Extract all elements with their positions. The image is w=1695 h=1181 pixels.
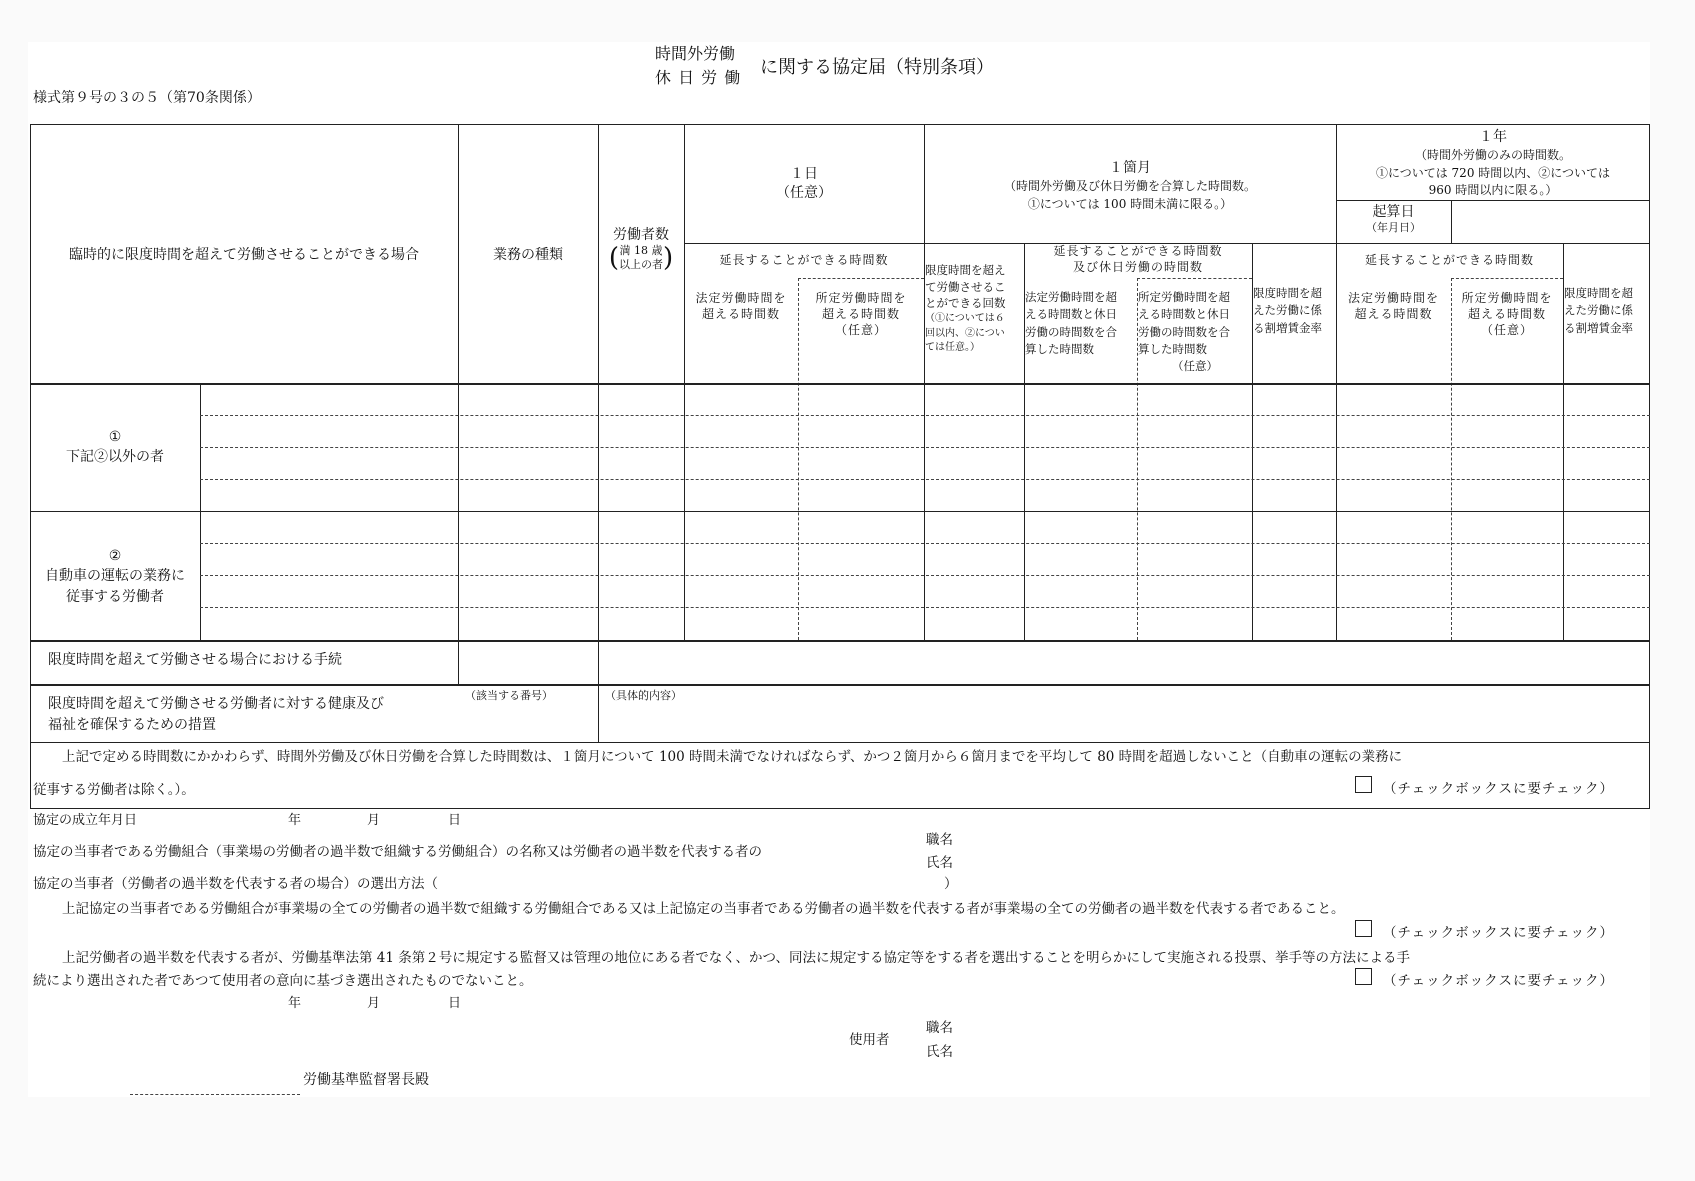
notice-line2: 従事する労働者は除く。）。 [33,782,195,798]
text: える時間数と休日 [1025,307,1117,322]
union-job-title-label: 職名 [926,832,953,848]
table-cell-input[interactable] [202,513,457,542]
table-cell-input[interactable] [1338,417,1450,446]
table-cell-input[interactable] [600,513,683,542]
text: （時間外労働のみの時間数。 [1414,148,1571,163]
form-number: 様式第９号の３の５（第70条関係） [33,90,261,106]
health-number-input[interactable] [459,700,597,741]
table-cell-input[interactable] [600,449,683,478]
one-day-title: １日 [790,166,818,182]
agreement-day: 日 [448,813,462,828]
table-cell-input[interactable] [1453,545,1562,574]
text: 及び休日労働の時間数 [1072,260,1203,275]
divider [200,607,1650,608]
table-cell-input[interactable] [1565,609,1648,638]
table-cell-input[interactable] [686,577,797,606]
submit-month: 月 [367,996,381,1011]
table-cell-input[interactable] [686,545,797,574]
divider [200,543,1650,544]
table-cell-input[interactable] [686,385,797,414]
table-cell-input[interactable] [1254,417,1335,446]
text: 超える時間数 [821,307,900,322]
procedure-label: 限度時間を超えて労働させる場合における手続 [48,652,342,668]
table-cell-input[interactable] [1026,385,1136,414]
divider [1451,278,1563,279]
one-month-legal [1025,289,1137,358]
text: 法定労働時間を超 [1025,290,1117,304]
header-case: 臨時的に限度時間を超えて労働させることができる場合 [69,246,419,263]
agreement-date-label: 協定の成立年月日 [33,813,138,828]
agreement-month: 月 [367,813,381,828]
text: （任意） [1480,323,1533,338]
divider [200,447,1650,448]
table-cell-input[interactable] [1453,449,1562,478]
table-cell-input[interactable] [800,385,923,414]
table-cell-input[interactable] [1565,385,1648,414]
table-cell-input[interactable] [202,481,457,510]
addressee: 労働基準監督署長殿 [303,1072,429,1088]
table-cell-input[interactable] [460,577,597,606]
table-cell-input[interactable] [1139,449,1251,478]
table-cell-input[interactable] [1026,417,1136,446]
table-cell-input[interactable] [1254,449,1335,478]
employer-label: 使用者 [849,1032,890,1048]
text: （年月日） [1366,221,1421,235]
divider [30,684,1650,686]
table-cell-input[interactable] [1338,481,1450,510]
table-cell-input[interactable] [202,417,457,446]
table-cell-input[interactable] [1254,577,1335,606]
table-cell-input[interactable] [600,609,683,638]
table-cell-input[interactable] [460,449,597,478]
table-cell-input[interactable] [1565,481,1648,510]
start-date-input[interactable] [1452,201,1649,242]
table-cell-input[interactable] [1026,545,1136,574]
table-cell-input[interactable] [460,385,597,414]
table-cell-input[interactable] [1565,513,1648,542]
group-mark: ② [108,548,122,564]
table-cell-input[interactable] [1254,513,1335,542]
table-cell-input[interactable] [460,609,597,638]
table-cell-input[interactable] [1254,609,1335,638]
table-cell-input[interactable] [600,545,683,574]
table-cell-input[interactable] [1026,481,1136,510]
table-cell-input[interactable] [1565,449,1648,478]
table-cell-input[interactable] [800,545,923,574]
table-cell-input[interactable] [1565,417,1648,446]
text: 所定労働時間を [1461,291,1553,305]
table-cell-input[interactable] [686,449,797,478]
text: ①については 100 時間未満に限る。） [1027,196,1233,211]
table-cell-input[interactable] [926,513,1023,542]
one-year-rate [1564,285,1650,337]
one-day-legal [684,290,798,322]
table-cell-input[interactable] [202,449,457,478]
table-cell-input[interactable] [1453,513,1562,542]
table-cell-input[interactable] [686,609,797,638]
table-cell-input[interactable] [926,417,1023,446]
table-cell-input[interactable] [202,577,457,606]
divider [200,415,1650,416]
health-detail-label: （具体的内容） [605,689,682,702]
table-cell-input[interactable] [1338,545,1450,574]
text: えた労働に係 [1253,303,1322,318]
header-workers [598,224,684,273]
confirm1-checkbox-note: （チェックボックスに要チェック） [1383,925,1615,941]
one-year-legal [1336,290,1451,322]
table-cell-input[interactable] [686,513,797,542]
one-month-rate [1253,285,1337,337]
table-cell-input[interactable] [1139,513,1251,542]
table-cell-input[interactable] [600,481,683,510]
table-cell-input[interactable] [1139,609,1251,638]
group-label-text: 従事する労働者 [66,588,164,605]
employer-name-label: 氏名 [926,1044,953,1060]
text: える時間数と休日 [1138,307,1230,322]
divider [1137,278,1252,279]
table-cell-input[interactable] [1254,385,1335,414]
table-cell-input[interactable] [1565,577,1648,606]
divider [598,124,599,684]
confirm2-checkbox-note: （チェックボックスに要チェック） [1383,973,1615,989]
text: 労働の時間数を合 [1138,324,1230,339]
text: 回以内、②につい [925,327,1005,339]
table-cell-input[interactable] [460,417,597,446]
table-cell-input[interactable] [926,577,1023,606]
one-day-extendable: 延長することができる時間数 [719,253,889,267]
table-cell-input[interactable] [1338,449,1450,478]
table-cell-input[interactable] [600,385,683,414]
table-cell-input[interactable] [600,577,683,606]
text: 超える時間数 [1467,307,1546,322]
table-cell-input[interactable] [1026,513,1136,542]
title-stack-line2: 休 日 労 働 [655,68,742,87]
paren-close: ) [663,243,674,274]
divider [1336,124,1337,640]
confirm2-checkbox[interactable] [1355,968,1372,985]
selection-close-paren: ） [944,876,958,892]
table-cell-input[interactable] [1139,481,1251,510]
table-cell-input[interactable] [202,609,457,638]
text: （任意） [834,323,887,338]
table-cell-input[interactable] [926,449,1023,478]
text: 算した時間数 [1025,341,1094,356]
table-cell-input[interactable] [926,545,1023,574]
table-cell-input[interactable] [1338,609,1450,638]
table-cell-input[interactable] [1453,385,1562,414]
one-month-extendable [1024,243,1252,275]
one-day-prescribed [798,290,924,339]
selection-method-label: 協定の当事者（労働者の過半数を代表する者の場合）の選出方法（ [33,876,438,892]
table-cell-input[interactable] [686,417,797,446]
table-cell-input[interactable] [800,577,923,606]
start-date-label [1336,203,1451,235]
table-cell-input[interactable] [926,609,1023,638]
confirm2-line2: 続により選出された者であつて使用者の意向に基づき選出されたものでないこと。 [33,973,533,989]
text: 超える時間数 [1354,307,1433,322]
header-workers-label: 労働者数 [613,227,669,243]
header-job-type: 業務の種類 [493,246,563,263]
text: えた労働に係 [1564,303,1633,318]
table-cell-input[interactable] [460,545,597,574]
text: 限度時間を超えて労働させる労働者に対する健康及び [48,696,384,712]
table-cell-input[interactable] [926,481,1023,510]
selection-method-input[interactable] [530,874,940,894]
confirm1-checkbox[interactable] [1355,920,1372,937]
group-mark: ① [108,429,122,445]
text: 延長することができる時間数 [1053,244,1223,258]
submit-year: 年 [288,996,302,1011]
table-cell-input[interactable] [1254,481,1335,510]
one-year-extendable: 延長することができる時間数 [1364,253,1534,267]
text: 起算日 [1372,204,1415,220]
header-workers-paren1: 満 18 歳 [619,244,663,257]
divider [30,511,1650,512]
text: 限度時間を超 [1253,286,1322,300]
text: 所定労働時間を [815,291,907,305]
confirm2-line1: 上記労働者の過半数を代表する者が、労働基準法第 41 条第２号に規定する監督又は管理の地位にある者でなく、かつ、同法に規定する協定等をする者を選出することを明らかにして実施される投票、挙手等の方法による手 [62,950,1410,966]
table-cell-input[interactable] [1254,545,1335,574]
text: 限度時間を超え [925,263,1006,277]
table-cell-input[interactable] [800,513,923,542]
table-cell-input[interactable] [600,417,683,446]
text: 算した時間数 [1138,341,1207,356]
table-cell-input[interactable] [1139,417,1251,446]
text: 労働の時間数を合 [1025,324,1117,339]
table-cell-input[interactable] [1338,385,1450,414]
health-number-label: （該当する番号） [465,689,553,702]
text: （時間外労働及び休日労働を合算した時間数。 [1003,179,1256,194]
text: 法定労働時間を [1347,291,1439,305]
procedure-input[interactable] [459,641,1649,683]
employer-job-title-label: 職名 [926,1020,953,1036]
one-day-header [684,165,924,203]
one-day-subtitle: （任意） [776,184,832,201]
group-2-label [30,546,200,607]
health-detail-input[interactable] [599,700,1649,741]
table-cell-input[interactable] [926,385,1023,414]
text: ①については 720 時間以内、②については [1375,165,1611,180]
union-name-label: 氏名 [926,855,953,871]
table-cell-input[interactable] [460,481,597,510]
table-cell-input[interactable] [1338,577,1450,606]
health-label [48,694,384,736]
union-label: 協定の当事者である労働組合（事業場の労働者の過半数で組織する労働組合）の名称又は労働者の過半数を代表する者の [33,844,762,860]
text: 所定労働時間を超 [1138,290,1230,304]
group-1-label [30,427,200,468]
one-month-prescribed [1138,289,1252,375]
notice-checkbox[interactable] [1355,776,1372,793]
one-year-header [1336,127,1650,199]
divider [200,575,1650,576]
text: 限度時間を超 [1564,286,1633,300]
confirm1-text: 上記協定の当事者である労働組合が事業場の全ての労働者の過半数で組織する労働組合である又は上記協定の当事者である労働者の過半数を代表する者が事業場の全ての労働者の過半数を代表する者であること。 [62,901,1345,917]
header-workers-paren2: 以上の者 [619,258,663,272]
text: 960 時間以内に限る。） [1428,183,1558,198]
table-cell-input[interactable] [800,481,923,510]
text: 福祉を確保するための措置 [48,717,216,733]
text: （任意） [1172,359,1218,373]
table-cell-input[interactable] [1026,449,1136,478]
submit-day: 日 [448,996,462,1011]
table-cell-input[interactable] [800,449,923,478]
table-cell-input[interactable] [686,481,797,510]
table-cell-input[interactable] [1453,577,1562,606]
table-cell-input[interactable] [1453,609,1562,638]
one-year-title: １年 [1479,129,1507,145]
text: る割増賃金率 [1253,320,1322,335]
table-cell-input[interactable] [800,417,923,446]
one-month-count [925,262,1025,356]
labor-office-input[interactable] [130,1072,300,1095]
notice-checkbox-note: （チェックボックスに要チェック） [1383,781,1615,797]
text: ては任意。） [925,342,980,354]
one-month-title: １箇月 [1109,160,1151,176]
title-stack-line1: 時間外労働 [655,44,736,63]
table-cell-input[interactable] [1338,513,1450,542]
table-cell-input[interactable] [1453,481,1562,510]
paren-open: ( [608,243,619,274]
text: とができる回数 [925,296,1006,311]
text: る割増賃金率 [1564,320,1633,335]
table-cell-input[interactable] [202,385,457,414]
divider [200,479,1650,480]
notice-line1: 上記で定める時間数にかかわらず、時間外労働及び休日労働を合算した時間数は、１箇月について 100 時間未満でなければならず、かつ２箇月から６箇月までを平均して 80 時間を超過しないこと（自動車の運転の業務に [62,749,1403,765]
table-cell-input[interactable] [1026,577,1136,606]
table-cell-input[interactable] [1453,417,1562,446]
one-month-header [924,158,1336,213]
text: 法定労働時間を [695,291,787,305]
agreement-year: 年 [288,813,302,828]
divider [798,278,924,279]
text: 超える時間数 [701,307,780,322]
group-label-text: 下記②以外の者 [66,449,164,466]
one-year-prescribed [1451,290,1563,339]
table-cell-input[interactable] [800,609,923,638]
table-cell-input[interactable] [1565,545,1648,574]
table-cell-input[interactable] [202,545,457,574]
table-cell-input[interactable] [1139,545,1251,574]
table-cell-input[interactable] [1026,609,1136,638]
text: （①については６ [925,313,1005,325]
table-cell-input[interactable] [1139,577,1251,606]
form-title: に関する協定届（特別条項） [760,57,994,78]
table-cell-input[interactable] [460,513,597,542]
group-label-text: 自動車の運転の業務に [45,568,185,585]
divider [30,742,1650,743]
text: て労働させるこ [925,279,1006,294]
table-cell-input[interactable] [1139,385,1251,414]
